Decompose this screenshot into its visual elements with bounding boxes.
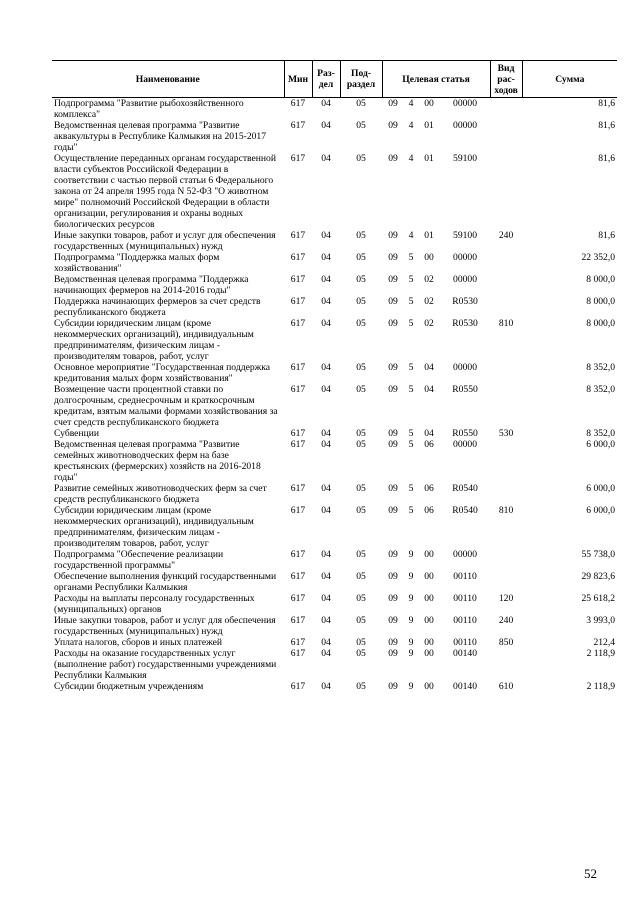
cell-event: 00 [424,98,434,109]
cell-name: Подпрограмма "Развитие рыбохозяйственного комплекса" [54,98,244,120]
cell-min: 617 [290,681,306,692]
page-number: 52 [584,866,597,881]
table-row [52,505,617,549]
cell-razdel: 04 [321,428,331,439]
cell-vid [490,362,522,384]
cell-name: Субвенции [54,428,99,439]
table-row [52,384,617,428]
cell-sum: 2 118,9 [586,648,616,659]
cell-program: 09 [388,296,398,307]
cell-podrazdel: 05 [356,98,366,109]
table-row [52,439,617,483]
cell-program: 09 [388,428,398,439]
cell-min: 617 [290,362,306,373]
table-row [52,153,617,230]
cell-subprogram: 4 [408,153,414,164]
table-row [52,274,617,296]
cell-event: 00 [424,648,434,659]
cell-min: 617 [290,549,306,560]
cell-subprogram: 5 [408,362,414,373]
cell-direction: 59100 [453,153,478,164]
cell-vid: 240 [498,615,514,626]
cell-razdel: 04 [321,637,331,648]
cell-name: Осуществление переданных органам государственной власти субъектов Российской Федерации в соответствии с частью первой статьи 6 Федерального закона от 24 апреля 1995 года N 52-ФЗ "О животном мире" полномочий Российской Федерации в области организации, регулирования и охраны водных биологических ресурсов [54,153,276,230]
table-row [52,428,617,439]
cell-event: 00 [424,571,434,582]
cell-event: 00 [424,681,434,692]
cell-razdel: 04 [321,98,331,109]
cell-subprogram: 4 [408,230,414,241]
cell-event: 06 [424,505,434,516]
cell-event: 02 [424,318,434,329]
cell-direction: 00110 [453,593,477,604]
cell-name: Иные закупки товаров, работ и услуг для обеспечения государственных (муниципальных) нужд [54,230,276,252]
cell-vid: 850 [498,637,514,648]
cell-razdel: 04 [321,681,331,692]
cell-direction: R0550 [452,428,478,439]
cell-event: 04 [424,428,434,439]
cell-razdel: 04 [321,483,331,494]
cell-sum: 81,6 [598,153,616,164]
cell-min: 617 [290,505,306,516]
cell-event: 01 [424,120,434,131]
cell-vid [490,153,522,230]
cell-vid [490,549,522,571]
cell-razdel: 04 [321,593,331,604]
cell-min: 617 [290,98,306,109]
cell-sum: 3 993,0 [586,615,616,626]
cell-direction: 00140 [453,648,478,659]
cell-vid: 120 [498,593,514,604]
cell-podrazdel: 05 [356,593,366,604]
cell-podrazdel: 05 [356,439,366,450]
cell-subprogram: 4 [408,120,414,131]
cell-event: 00 [424,252,434,263]
cell-subprogram: 5 [408,428,414,439]
cell-podrazdel: 05 [356,615,366,626]
header-target: Целевая статья [382,61,490,98]
cell-direction: 59100 [453,230,478,241]
cell-subprogram: 9 [408,571,414,582]
cell-sum: 8 000,0 [586,318,616,329]
cell-event: 06 [424,483,434,494]
cell-razdel: 04 [321,252,331,263]
cell-name: Основное мероприятие "Государственная поддержка кредитования малых форм хозяйствования" [54,362,271,384]
cell-razdel: 04 [321,549,331,560]
cell-vid [490,120,522,153]
table-row [52,120,617,153]
cell-sum: 2 118,9 [586,681,616,692]
cell-vid [490,252,522,274]
cell-min: 617 [290,483,306,494]
cell-razdel: 04 [321,615,331,626]
cell-sum: 81,6 [598,98,616,109]
cell-min: 617 [290,571,306,582]
cell-vid: 810 [498,505,514,516]
cell-subprogram: 9 [408,593,414,604]
cell-podrazdel: 05 [356,252,366,263]
cell-razdel: 04 [321,230,331,241]
cell-razdel: 04 [321,153,331,164]
cell-min: 617 [290,274,306,285]
table-row [52,615,617,637]
cell-vid: 610 [498,681,514,692]
table-row [52,98,617,121]
cell-podrazdel: 05 [356,549,366,560]
cell-subprogram: 9 [408,615,414,626]
table-row [52,549,617,571]
cell-name: Подпрограмма "Поддержка малых форм хозяйствования" [54,252,220,274]
table-row [52,593,617,615]
cell-razdel: 04 [321,120,331,131]
cell-subprogram: 5 [408,274,414,285]
cell-event: 00 [424,549,434,560]
cell-vid [490,296,522,318]
cell-direction: 00000 [453,439,478,450]
cell-podrazdel: 05 [356,153,366,164]
cell-razdel: 04 [321,439,331,450]
cell-vid [490,98,522,121]
cell-vid [490,571,522,593]
cell-event: 02 [424,274,434,285]
budget-table [52,60,617,692]
cell-name: Расходы на выплаты персоналу государственных (муниципальных) органов [54,593,255,615]
cell-sum: 55 738,0 [581,549,616,560]
cell-event: 01 [424,230,434,241]
cell-program: 09 [388,384,398,395]
cell-razdel: 04 [321,318,331,329]
cell-subprogram: 5 [408,439,414,450]
cell-subprogram: 9 [408,549,414,560]
cell-subprogram: 5 [408,318,414,329]
cell-vid [490,648,522,681]
cell-min: 617 [290,648,306,659]
cell-direction: 00000 [453,549,478,560]
cell-program: 09 [388,120,398,131]
cell-subprogram: 9 [408,648,414,659]
cell-direction: 00000 [453,98,478,109]
cell-podrazdel: 05 [356,483,366,494]
table-row [52,648,617,681]
cell-direction: R0530 [452,318,478,329]
cell-name: Подпрограмма "Обеспечение реализации государственной программы" [54,549,224,571]
cell-sum: 8 352,0 [586,428,616,439]
cell-direction: R0540 [452,505,478,516]
table-row [52,362,617,384]
cell-program: 09 [388,593,398,604]
cell-name: Ведомственная целевая программа "Развитие аквакультуры в Республике Калмыкия на 2015-2017 годы" [54,120,267,153]
cell-podrazdel: 05 [356,384,366,395]
cell-direction: 00000 [453,120,478,131]
table-row [52,252,617,274]
cell-razdel: 04 [321,571,331,582]
cell-podrazdel: 05 [356,428,366,439]
cell-sum: 81,6 [598,230,616,241]
table-row [52,483,617,505]
cell-direction: 00000 [453,274,478,285]
cell-program: 09 [388,483,398,494]
cell-razdel: 04 [321,505,331,516]
cell-direction: R0540 [452,483,478,494]
cell-min: 617 [290,428,306,439]
cell-direction: 00110 [453,615,477,626]
cell-name: Развитие семейных животноводческих ферм за счет средств республиканского бюджета [54,483,267,505]
cell-subprogram: 5 [408,505,414,516]
cell-name: Иные закупки товаров, работ и услуг для обеспечения государственных (муниципальных) нужд [54,615,276,637]
table-header [52,61,617,98]
cell-razdel: 04 [321,384,331,395]
cell-sum: 25 618,2 [581,593,616,604]
cell-min: 617 [290,439,306,450]
cell-vid [490,439,522,483]
table-row [52,318,617,362]
cell-name: Поддержка начинающих фермеров за счет средств республиканского бюджета [54,296,261,318]
cell-program: 09 [388,252,398,263]
cell-event: 00 [424,637,434,648]
cell-min: 617 [290,318,306,329]
cell-vid [490,384,522,428]
cell-min: 617 [290,120,306,131]
cell-podrazdel: 05 [356,274,366,285]
cell-event: 06 [424,439,434,450]
cell-direction: R0550 [452,384,478,395]
cell-sum: 6 000,0 [586,505,616,516]
cell-vid: 810 [498,318,514,329]
cell-vid: 530 [498,428,514,439]
cell-name: Ведомственная целевая программа "Развитие семейных животноводческих ферм на базе крестьянских (фермерских) хозяйств на 2016-2018 годы" [54,439,261,483]
cell-direction: 00110 [453,571,477,582]
cell-program: 09 [388,571,398,582]
cell-subprogram: 5 [408,252,414,263]
cell-subprogram: 9 [408,637,414,648]
cell-sum: 22 352,0 [581,252,616,263]
cell-program: 09 [388,505,398,516]
cell-sum: 81,6 [598,120,616,131]
header-podrazdel: Под-раздел [340,61,382,98]
cell-podrazdel: 05 [356,571,366,582]
cell-program: 09 [388,549,398,560]
cell-program: 09 [388,318,398,329]
cell-name: Обеспечение выполнения функций государственными органами Республики Калмыкия [54,571,277,593]
table-row [52,230,617,252]
cell-vid [490,483,522,505]
cell-program: 09 [388,274,398,285]
cell-event: 04 [424,384,434,395]
cell-event: 01 [424,153,434,164]
cell-podrazdel: 05 [356,318,366,329]
cell-sum: 6 000,0 [586,439,616,450]
cell-podrazdel: 05 [356,648,366,659]
cell-podrazdel: 05 [356,230,366,241]
cell-podrazdel: 05 [356,362,366,373]
cell-sum: 8 000,0 [586,296,616,307]
cell-podrazdel: 05 [356,637,366,648]
cell-podrazdel: 05 [356,296,366,307]
cell-direction: 00000 [453,252,478,263]
cell-razdel: 04 [321,648,331,659]
cell-program: 09 [388,153,398,164]
cell-subprogram: 9 [408,681,414,692]
cell-sum: 29 823,6 [581,571,616,582]
cell-subprogram: 5 [408,483,414,494]
cell-sum: 8 352,0 [586,384,616,395]
cell-min: 617 [290,230,306,241]
cell-event: 02 [424,296,434,307]
cell-program: 09 [388,637,398,648]
cell-event: 00 [424,593,434,604]
header-name: Наименование [52,61,284,98]
cell-name: Ведомственная целевая программа "Поддержка начинающих фермеров на 2014-2016 годы" [54,274,249,296]
cell-min: 617 [290,296,306,307]
cell-name: Возмещение части процентной ставки по долгосрочным, среднесрочным и краткосрочным кредитам, взятым малыми формами хозяйствования за счет средств республиканского бюджета [54,384,278,428]
cell-razdel: 04 [321,274,331,285]
cell-name: Расходы на оказание государственных услуг (выполнение работ) государственными учреждениями Республики Калмыкия [54,648,277,681]
cell-name: Уплата налогов, сборов и иных платежей [54,637,223,648]
table-row [52,296,617,318]
cell-event: 04 [424,362,434,373]
cell-min: 617 [290,637,306,648]
header-razdel: Раз-дел [312,61,340,98]
cell-subprogram: 5 [408,384,414,395]
header-sum: Сумма [522,61,617,98]
cell-vid: 240 [498,230,514,241]
cell-program: 09 [388,681,398,692]
cell-sum: 6 000,0 [586,483,616,494]
header-vid: Вид рас-ходов [490,61,522,98]
table-row [52,681,617,692]
cell-subprogram: 4 [408,98,414,109]
table-body [52,98,617,693]
table-row [52,571,617,593]
cell-program: 09 [388,98,398,109]
cell-podrazdel: 05 [356,505,366,516]
cell-name: Субсидии бюджетным учреждениям [54,681,204,692]
cell-program: 09 [388,615,398,626]
cell-razdel: 04 [321,296,331,307]
cell-subprogram: 5 [408,296,414,307]
cell-min: 617 [290,252,306,263]
cell-direction: 00000 [453,362,478,373]
cell-event: 00 [424,615,434,626]
cell-direction: R0530 [452,296,478,307]
table-row [52,637,617,648]
cell-razdel: 04 [321,362,331,373]
cell-program: 09 [388,439,398,450]
cell-min: 617 [290,153,306,164]
cell-program: 09 [388,362,398,373]
cell-min: 617 [290,615,306,626]
cell-name: Субсидии юридическим лицам (кроме некоммерческих организаций), индивидуальным предпринимателям, физическим лицам - производителям товаров, работ, услуг [54,318,254,362]
cell-name: Субсидии юридическим лицам (кроме некоммерческих организаций), индивидуальным предпринимателям, физическим лицам - производителям товаров, работ, услуг [54,505,254,549]
cell-sum: 8 352,0 [586,362,616,373]
cell-direction: 00140 [453,681,478,692]
cell-program: 09 [388,648,398,659]
cell-podrazdel: 05 [356,120,366,131]
cell-sum: 8 000,0 [586,274,616,285]
cell-program: 09 [388,230,398,241]
cell-sum: 212,4 [593,637,616,648]
cell-podrazdel: 05 [356,681,366,692]
cell-vid [490,274,522,296]
cell-min: 617 [290,593,306,604]
header-min: Мин [284,61,312,98]
cell-direction: 00110 [453,637,477,648]
cell-min: 617 [290,384,306,395]
